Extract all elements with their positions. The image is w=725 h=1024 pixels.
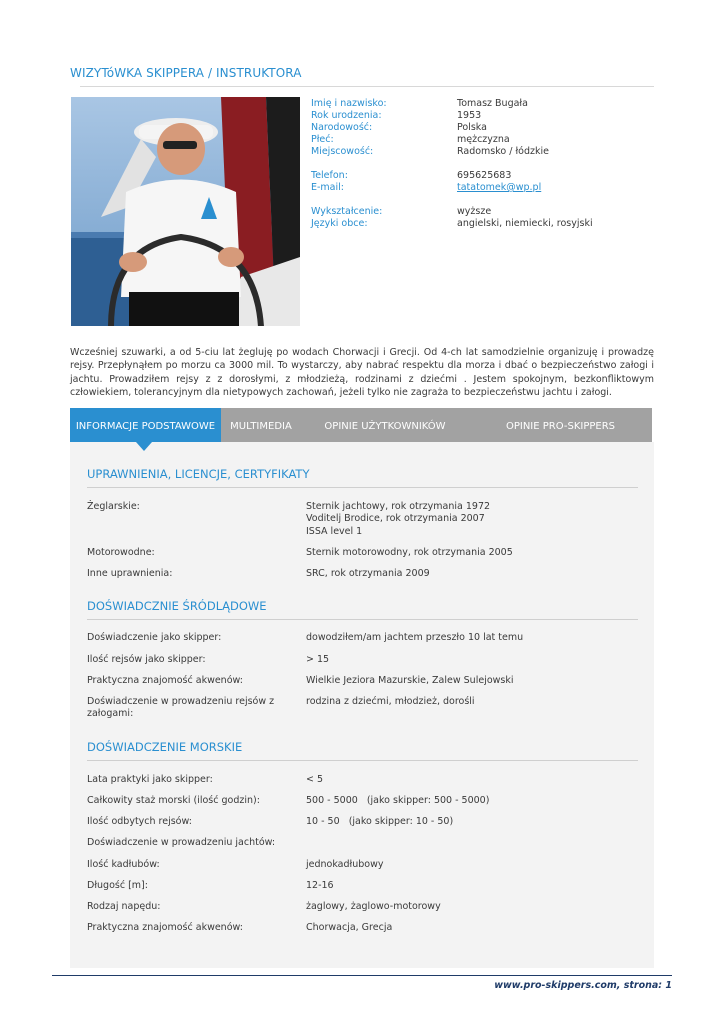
active-tab-indicator <box>136 442 152 451</box>
inland-title: DOŚWIADCZNIE ŚRÓDLĄDOWE <box>87 599 267 613</box>
sailing-values <box>306 501 636 538</box>
motor-label: Motorowodne: <box>87 547 155 558</box>
nationality-value: Polska <box>457 122 487 133</box>
skipper-photo-illustration <box>71 97 300 326</box>
phone-value: 695625683 <box>457 170 512 181</box>
sea-drive-label: Rodzaj napędu: <box>87 901 161 912</box>
tab-bar <box>70 408 652 442</box>
footer-divider <box>52 975 672 976</box>
city-label: Miejscowość: <box>311 146 374 157</box>
page-title: WIZYTóWKA SKIPPERA / INSTRUKTORA <box>70 66 302 80</box>
title-divider <box>80 86 654 87</box>
inland-divider <box>87 619 638 620</box>
sea-hours-label: Całkowity staż morski (ilość godzin): <box>87 795 260 806</box>
motor-value: Sternik motorowodny, rok otrzymania 2005 <box>306 547 513 558</box>
sea-yachts-label: Doświadczenie w prowadzeniu jachtów: <box>87 837 276 848</box>
sea-waters-label: Praktyczna znajomość akwenów: <box>87 922 243 933</box>
skipper-photo <box>71 97 300 326</box>
inland-crews-value: rodzina z dziećmi, młodzież, dorośli <box>306 696 475 707</box>
sea-hours-value: 500 - 5000 (jako skipper: 500 - 5000) <box>306 795 490 806</box>
inland-waters-label: Praktyczna znajomość akwenów: <box>87 675 243 686</box>
footer-text: www.pro-skippers.com, strona: 1 <box>494 980 672 991</box>
sea-title: DOŚWIADCZENIE MORSKIE <box>87 740 243 754</box>
inland-cruises-value: > 15 <box>306 654 330 665</box>
inland-skipper-value: dowodziłem/am jachtem przeszło 10 lat temu <box>306 632 524 643</box>
birth-year-value: 1953 <box>457 110 482 121</box>
inland-crews-label: Doświadczenie w prowadzeniu rejsów z załogami: <box>87 696 275 720</box>
other-licenses-label: Inne uprawnienia: <box>87 568 173 579</box>
licenses-title: UPRAWNIENIA, LICENCJE, CERTYFIKATY <box>87 467 310 481</box>
sea-trips-label: Ilość odbytych rejsów: <box>87 816 192 827</box>
tab-pro-skippers-reviews[interactable]: OPINIE PRO-SKIPPERS <box>505 421 616 432</box>
inland-cruises-label: Ilość rejsów jako skipper: <box>87 654 206 665</box>
sailing-value: Sternik jachtowy, rok otrzymania 1972 <box>306 501 491 512</box>
birth-year-label: Rok urodzenia: <box>311 110 382 121</box>
education-label: Wykształcenie: <box>311 206 383 217</box>
other-licenses-value: SRC, rok otrzymania 2009 <box>306 568 430 579</box>
sea-length-label: Długość [m]: <box>87 880 148 891</box>
sea-drive-value: żaglowy, żaglowo-motorowy <box>306 901 441 912</box>
sailing-value: ISSA level 1 <box>306 525 363 537</box>
city-value: Radomsko / łódzkie <box>457 146 549 157</box>
languages-value: angielski, niemiecki, rosyjski <box>457 218 593 229</box>
sea-hulls-label: Ilość kadłubów: <box>87 859 160 870</box>
profile-details <box>311 98 631 230</box>
sea-years-label: Lata praktyki jako skipper: <box>87 774 213 785</box>
email-link[interactable]: tatatomek@wp.pl <box>457 182 542 193</box>
languages-label: Języki obce: <box>311 218 368 229</box>
sea-hulls-value: jednokadłubowy <box>306 859 384 870</box>
name-value: Tomasz Bugała <box>457 98 528 109</box>
tab-multimedia[interactable]: MULTIMEDIA <box>230 421 292 432</box>
sea-divider <box>87 760 638 761</box>
tab-user-reviews[interactable]: OPINIE UŻYTKOWNIKÓW <box>324 421 446 432</box>
sea-trips-value: 10 - 50 (jako skipper: 10 - 50) <box>306 816 454 827</box>
sea-length-value: 12-16 <box>306 880 334 891</box>
licenses-divider <box>87 487 638 488</box>
tab-basic-info[interactable]: INFORMACJE PODSTAWOWE <box>70 408 221 442</box>
sex-label: Płeć: <box>311 134 334 145</box>
sex-value: mężczyzna <box>457 134 510 145</box>
sea-waters-value: Chorwacja, Grecja <box>306 922 393 933</box>
phone-label: Telefon: <box>311 170 348 181</box>
nationality-label: Narodowość: <box>311 122 373 133</box>
sea-years-value: < 5 <box>306 774 324 785</box>
education-value: wyższe <box>457 206 492 217</box>
sailing-value: Voditelj Brodice, rok otrzymania 2007 <box>306 513 485 525</box>
inland-skipper-label: Doświadczenie jako skipper: <box>87 632 222 643</box>
email-label: E-mail: <box>311 182 344 193</box>
sailing-label: Żeglarskie: <box>87 501 140 512</box>
inland-waters-value: Wielkie Jeziora Mazurskie, Zalew Sulejowski <box>306 675 514 686</box>
name-label: Imię i nazwisko: <box>311 98 387 109</box>
intro-text: Wcześniej szuwarki, a od 5-ciu lat żegluję po wodach Chorwacji i Grecji. Od 4-ch lat samodzielnie organizuję i prowadzę rejsy. Przepłynąłem po morzu ca 3000 mil. To wystarczy, aby nabrać respektu dla morza i dbać o bezpieczeństwo załogi i jachtu. Prowadziłem rejsy z z dorosłymi, z młodzieżą, rodzinami z dziećmi . Jestem spokojnym, bezkonfliktowym człowiekiem, tolerancyjnym dla nietypowych zachowań, jeżeli tylko nie zagraża to bezpieczeństwu jachtu i załogi. <box>70 347 654 399</box>
